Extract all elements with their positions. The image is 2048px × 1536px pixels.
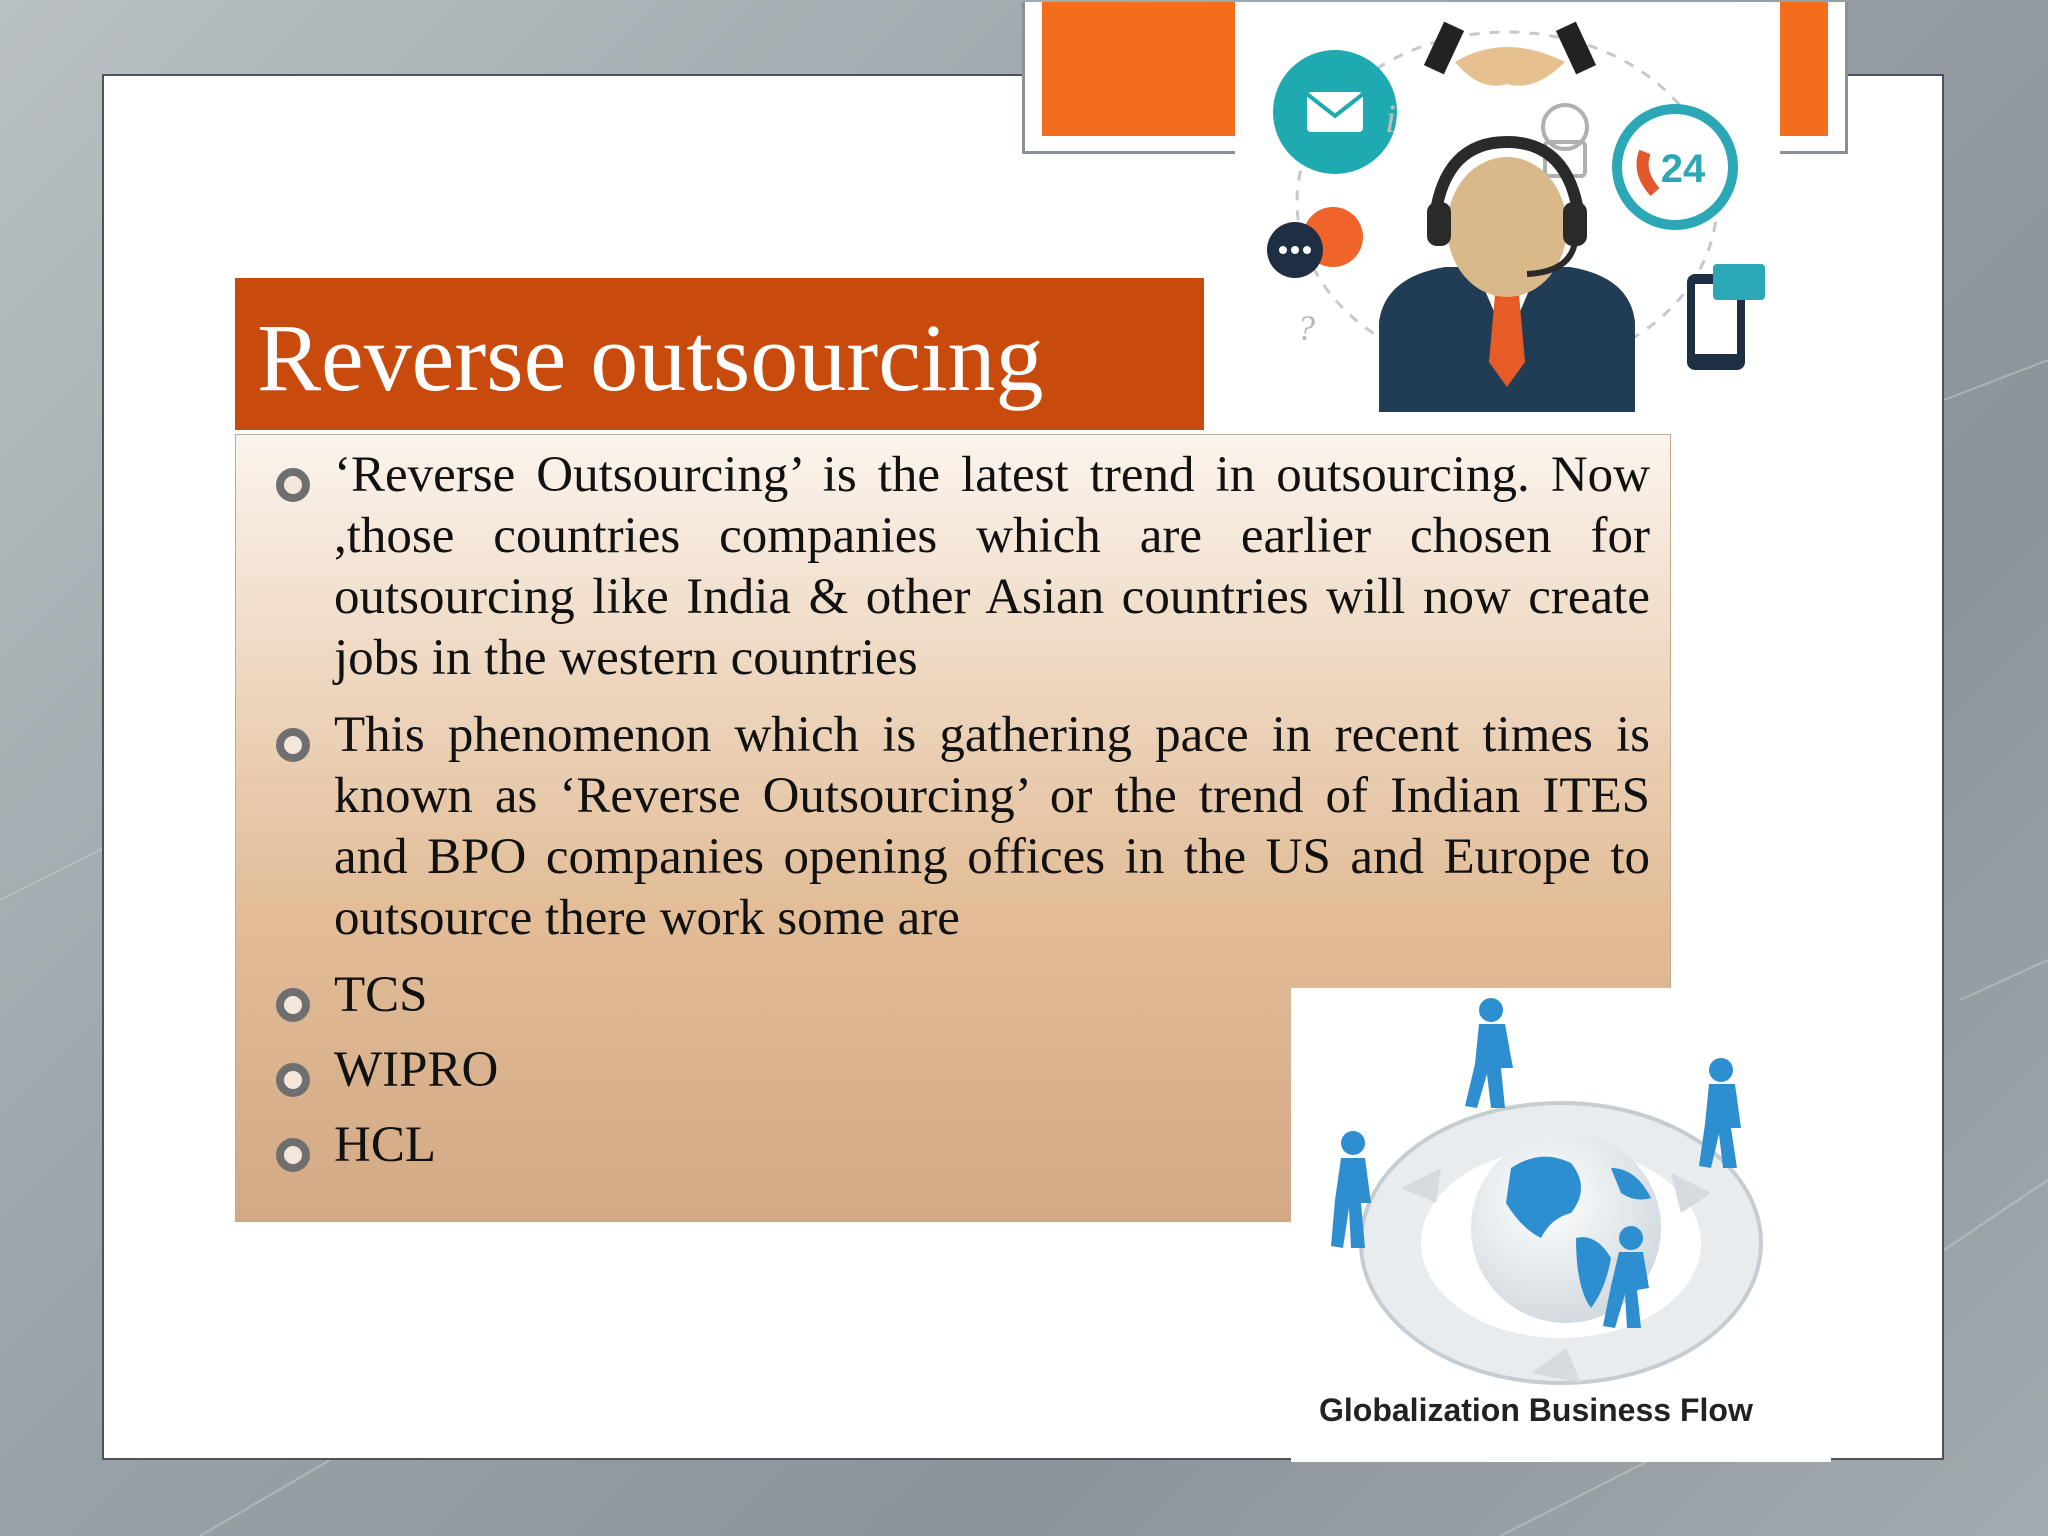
bullet-text: ‘Reverse Outsourcing’ is the latest trend in outsourcing. Now ,those countries companies which are earlier chosen for outsourcing like India & other Asian countries will now create jobs in the western countries	[334, 447, 1650, 686]
bullet-text: TCS	[334, 967, 428, 1023]
bullet-text: This phenomenon which is gathering pace in recent times is known as ‘Reverse Outsourcing’ or the trend of Indian ITES and BPO companies opening offices in the US and Europe to outsource there work some are	[334, 707, 1650, 946]
bullet-circle-icon	[276, 1063, 310, 1097]
bullet-item	[334, 445, 1650, 689]
question-mark-icon: ?	[1297, 308, 1315, 348]
illustration-caption: Globalization Business Flow	[1319, 1392, 1753, 1428]
phone-24-icon	[1617, 109, 1733, 225]
bullet-circle-icon	[276, 468, 310, 502]
bullet-circle-icon	[276, 728, 310, 762]
bullet-circle-icon	[276, 988, 310, 1022]
slide-title: Reverse outsourcing	[257, 304, 1044, 411]
customer-support-illustration	[1235, 2, 1780, 412]
info-icon: i	[1385, 96, 1397, 141]
bullet-item	[334, 705, 1650, 949]
globe-people-icon	[1291, 988, 1831, 1428]
title-bar	[235, 278, 1204, 430]
svg-text:24: 24	[1660, 147, 1706, 191]
slide-canvas	[102, 74, 1944, 1460]
bullet-text: WIPRO	[334, 1042, 499, 1098]
globalization-illustration	[1291, 988, 1831, 1462]
bullet-circle-icon	[276, 1138, 310, 1172]
email-icon	[1273, 50, 1397, 174]
bullet-text: HCL	[334, 1117, 436, 1173]
